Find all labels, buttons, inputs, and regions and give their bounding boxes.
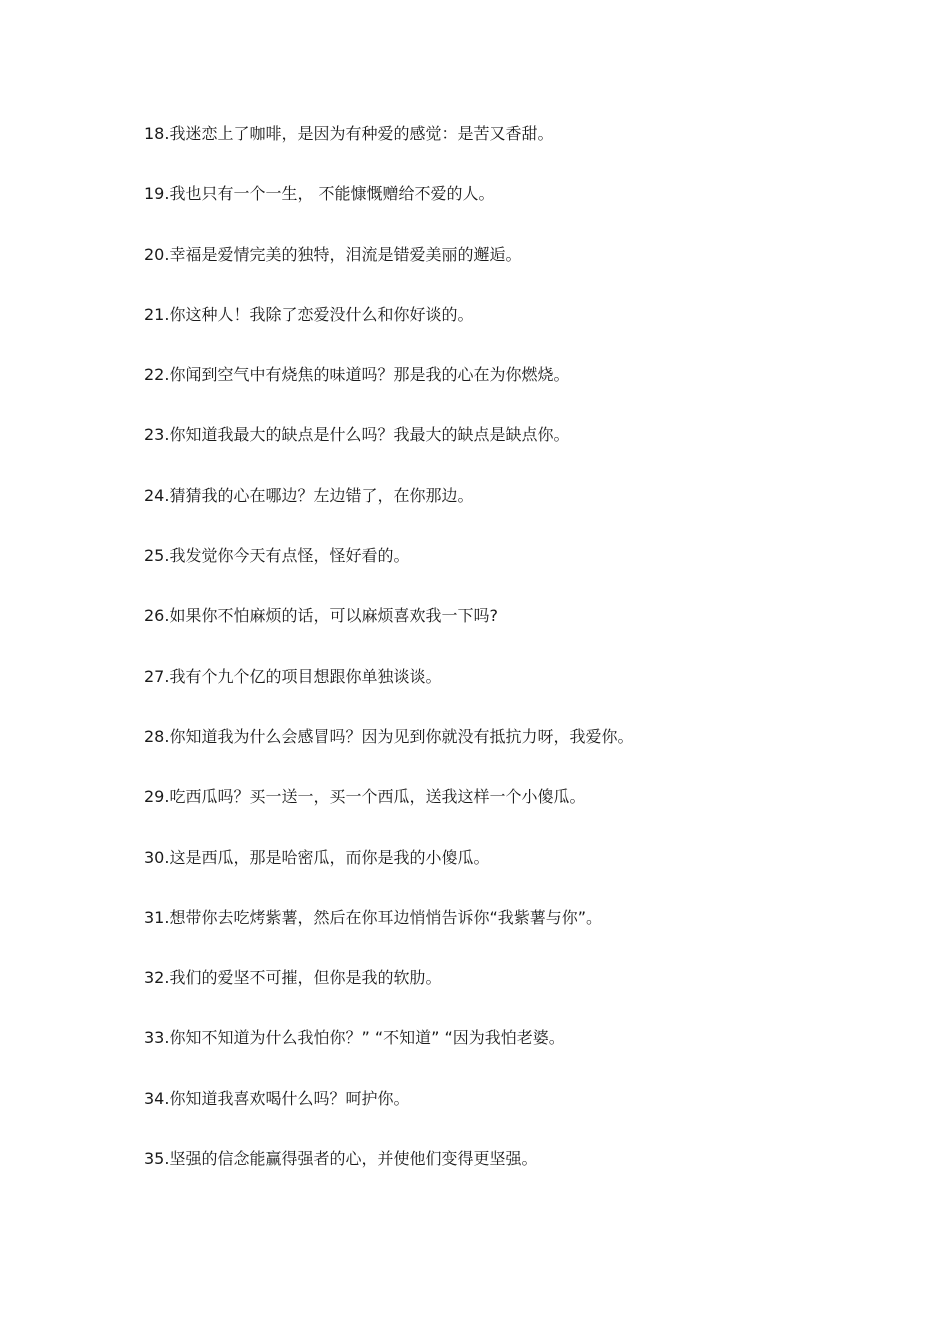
text-line-29: 29.吃西瓜吗？买一送一，买一个西瓜，送我这样一个小傻瓜。 bbox=[144, 787, 586, 807]
text-line-27: 27.我有个九个亿的项目想跟你单独谈谈。 bbox=[144, 666, 442, 686]
text-line-22: 22.你闻到空气中有烧焦的味道吗？那是我的心在为你燃烧。 bbox=[144, 365, 570, 385]
text-line-26: 26.如果你不怕麻烦的话，可以麻烦喜欢我一下吗? bbox=[144, 606, 498, 626]
text-line-24: 24.猜猜我的心在哪边？左边错了，在你那边。 bbox=[144, 485, 474, 505]
text-line-21: 21.你这种人！我除了恋爱没什么和你好谈的。 bbox=[144, 304, 474, 324]
text-line-28: 28.你知道我为什么会感冒吗？因为见到你就没有抵抗力呀，我爱你。 bbox=[144, 726, 634, 746]
text-line-35: 35.坚强的信念能赢得强者的心，并使他们变得更坚强。 bbox=[144, 1149, 538, 1169]
text-line-32: 32.我们的爱坚不可摧，但你是我的软肋。 bbox=[144, 968, 442, 988]
text-line-18: 18.我迷恋上了咖啡，是因为有种爱的感觉：是苦又香甜。 bbox=[144, 124, 554, 143]
text-line-31: 31.想带你去吃烤紫薯，然后在你耳边悄悄告诉你“我紫薯与你”。 bbox=[144, 907, 603, 927]
text-line-33: 33.你知不知道为什么我怕你？” “不知道” “因为我怕老婆。 bbox=[144, 1028, 565, 1048]
text-lines bbox=[144, 122, 633, 1207]
text-line-30: 30.这是西瓜，那是哈密瓜，而你是我的小傻瓜。 bbox=[144, 847, 490, 867]
text-line-20: 20.幸福是爱情完美的独特，泪流是错爱美丽的邂逅。 bbox=[144, 244, 522, 264]
text-line-19: 19.我也只有一个一生， 不能慷慨赠给不爱的人。 bbox=[144, 184, 495, 204]
text-line-34: 34.你知道我喜欢喝什么吗？呵护你。 bbox=[144, 1088, 410, 1108]
text-line-25: 25.我发觉你今天有点怪，怪好看的。 bbox=[144, 546, 410, 566]
text-line-23: 23.你知道我最大的缺点是什么吗？我最大的缺点是缺点你。 bbox=[144, 425, 570, 445]
